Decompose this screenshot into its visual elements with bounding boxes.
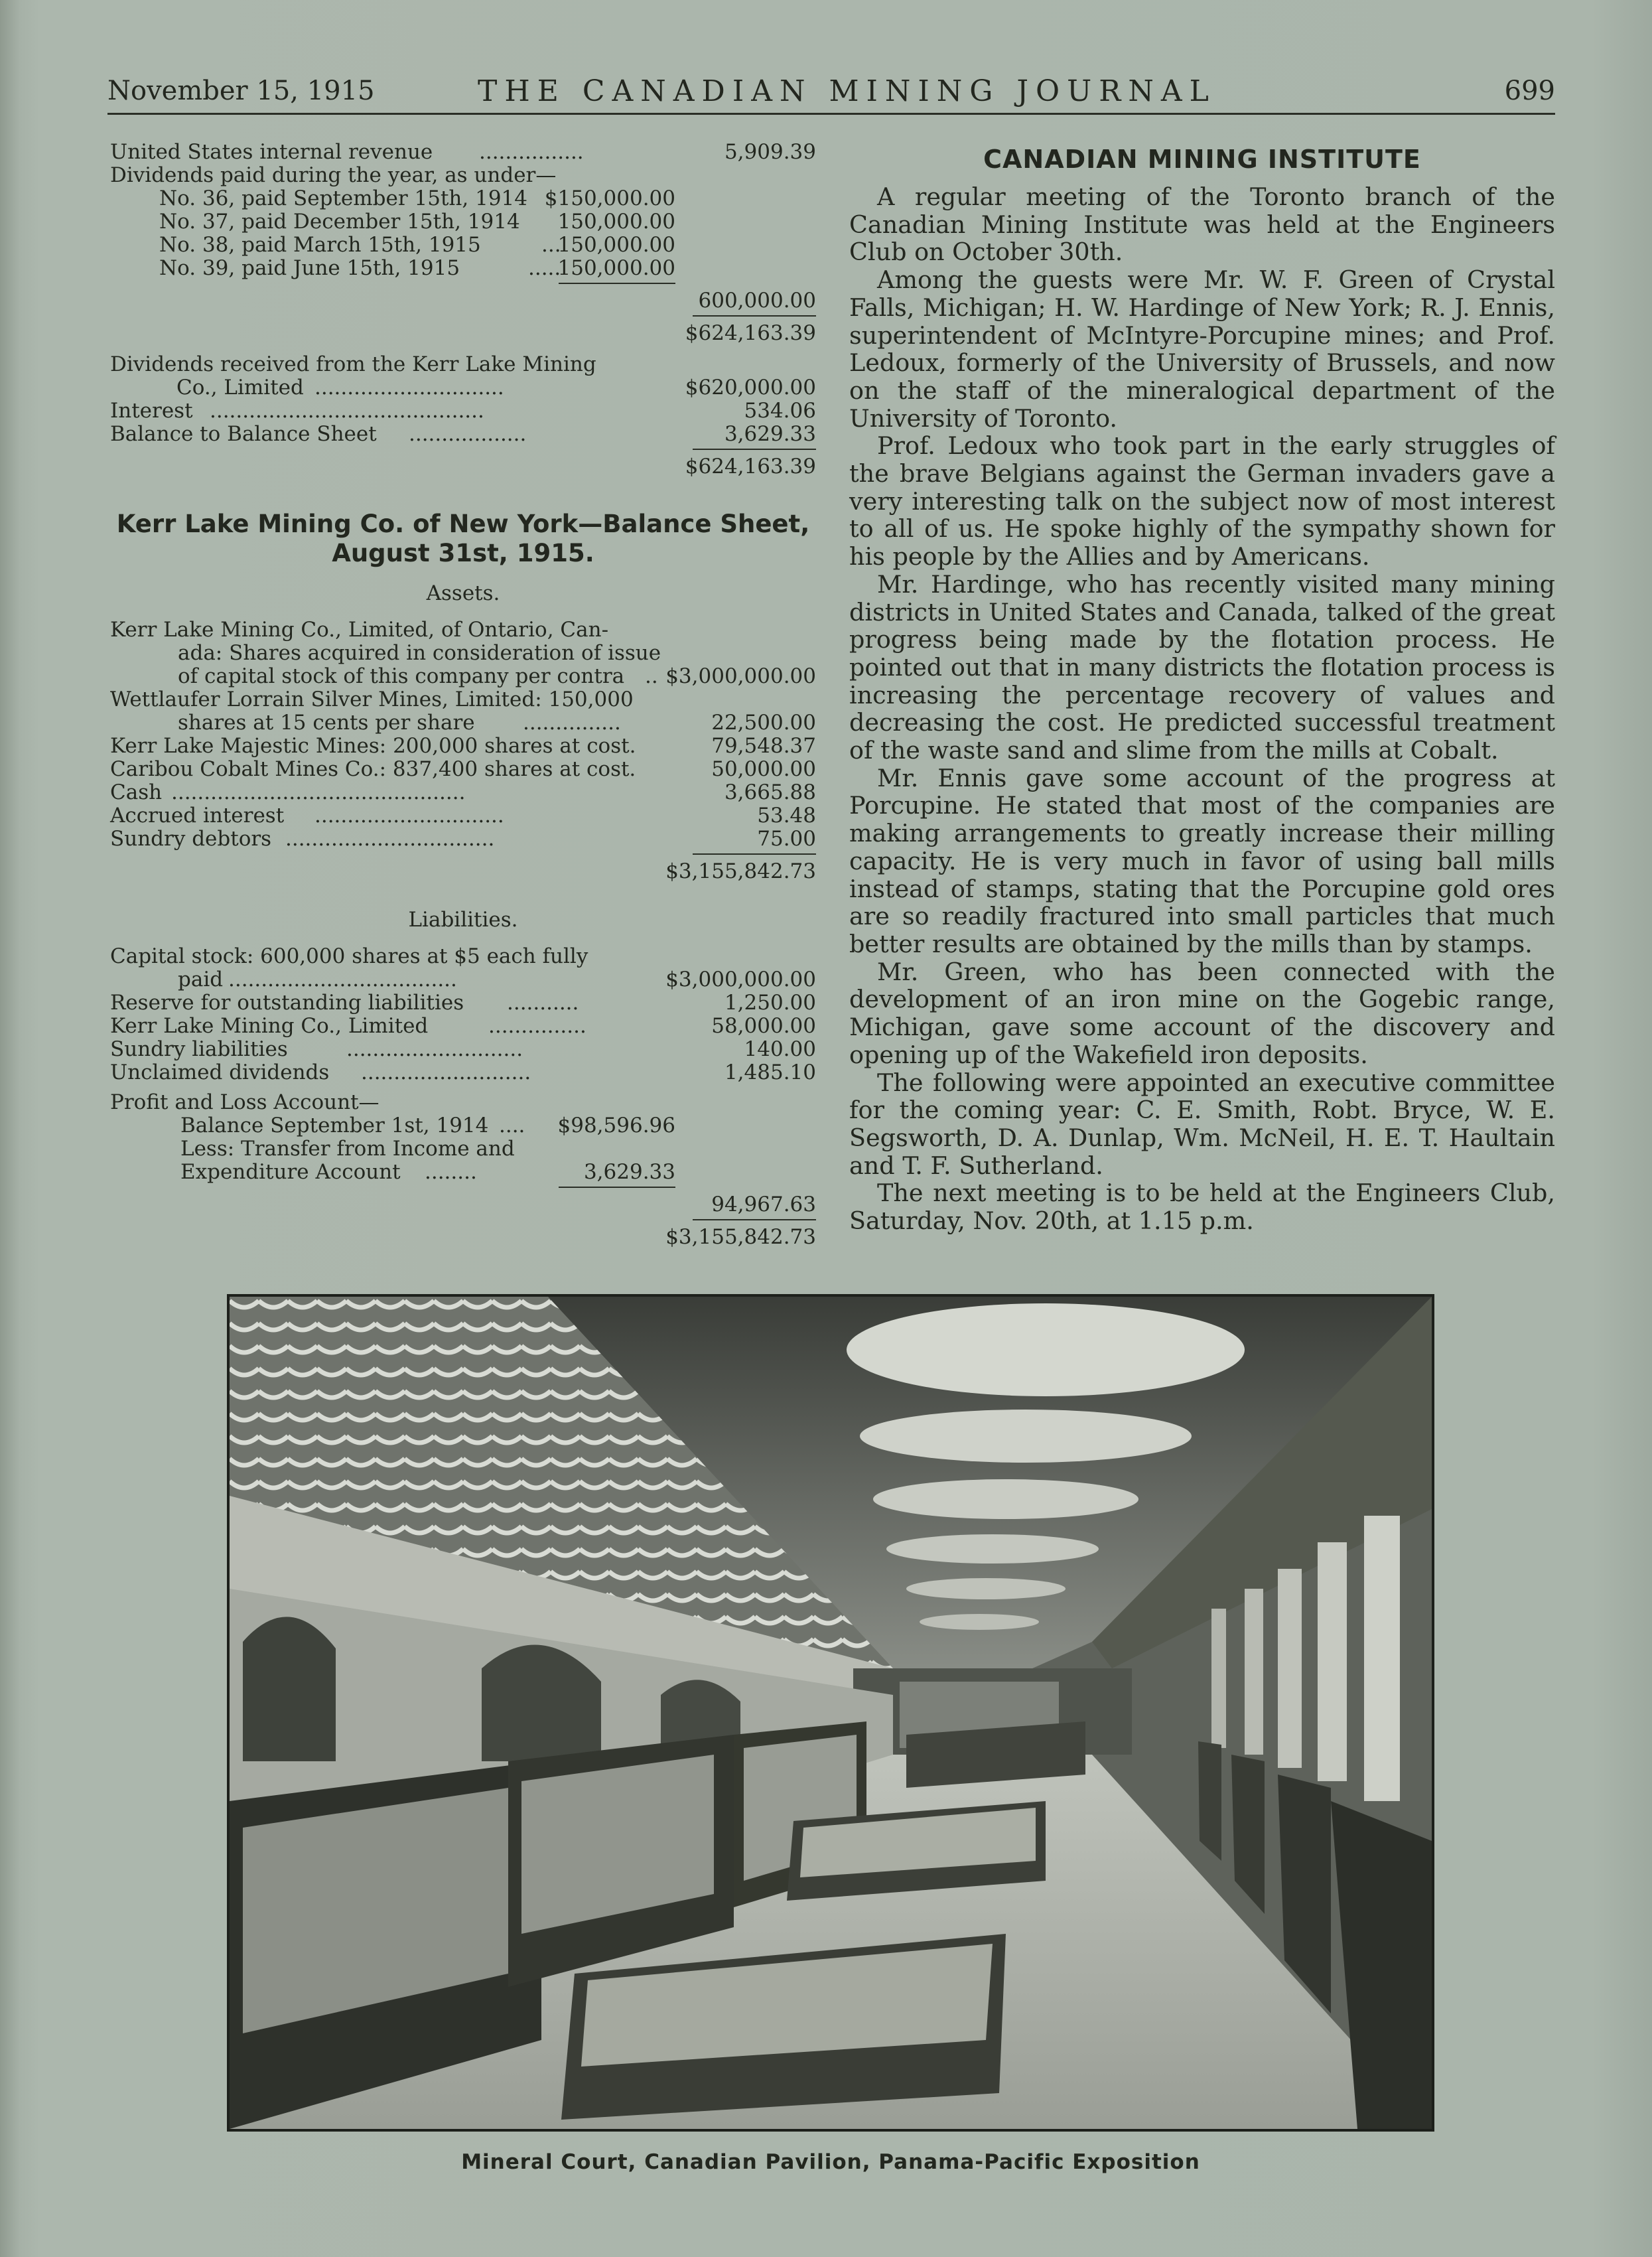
rule-row: [110, 313, 816, 322]
asset-amount: 75.00: [757, 827, 816, 851]
liabilities-table: [110, 945, 816, 1249]
asset-label: ada: Shares acquired in consideration of issue: [178, 641, 661, 665]
dividend-label: No. 37, paid December 15th, 1914: [159, 210, 520, 234]
asset-row: [110, 781, 816, 804]
dividend-amount: 150,000.00: [557, 210, 675, 234]
ledger-label: Balance to Balance Sheet: [110, 422, 377, 446]
asset-label: Caribou Cobalt Mines Co.: 837,400 shares at cost.: [110, 757, 636, 781]
liability-amount: 3,629.33: [583, 1160, 675, 1184]
dividend-amount: $150,000.00: [544, 186, 675, 210]
article: [849, 141, 1555, 1235]
leader-dots: .....: [528, 256, 561, 280]
issue-date: November 15, 1915: [107, 76, 375, 106]
total-rule: [693, 853, 816, 855]
dividend-amount: 150,000.00: [557, 256, 675, 280]
liability-row: [110, 991, 816, 1015]
asset-row: [110, 828, 816, 851]
dividend-label: No. 39, paid June 15th, 1915: [159, 256, 460, 280]
asset-row: [110, 711, 816, 735]
liability-label: Profit and Loss Account—: [110, 1090, 379, 1114]
liability-row: [110, 1038, 816, 1061]
dividend-row: [110, 257, 816, 280]
leader-dots: ..: [645, 664, 658, 688]
liability-label: Balance September 1st, 1914: [180, 1114, 489, 1137]
liability-amount: 1,250.00: [724, 991, 816, 1015]
subtotal-rule: [559, 283, 675, 284]
liability-label: Reserve for outstanding liabilities: [110, 991, 464, 1015]
assets-total: $3,155,842.73: [665, 859, 816, 883]
income-account: [110, 141, 816, 478]
asset-row: [110, 860, 816, 883]
liability-row: [110, 968, 816, 991]
ledger-amount: 600,000.00: [698, 289, 816, 313]
ledger-row: [110, 376, 816, 400]
asset-label: Kerr Lake Majestic Mines: 200,000 shares at cost.: [110, 734, 636, 758]
ledger-row: [110, 164, 816, 187]
total-rule: [693, 315, 816, 317]
liability-row: [110, 1061, 816, 1084]
leader-dots: .............................: [314, 376, 504, 400]
dividend-row: [110, 210, 816, 234]
leader-dots: .............................................: [171, 780, 466, 804]
liability-label: Less: Transfer from Income and: [180, 1137, 515, 1161]
asset-label: Wettlaufer Lorrain Silver Mines, Limited: 150,000: [110, 688, 634, 711]
article-paragraph: Mr. Ennis gave some account of the progress at Porcupine. He stated that most of the companies are making arrangements to greatly increase their milling capacity. He is very much in favor of using ball mills instead of stamps, stating that the Porcupine gold ores are so readily fractured into small particles that much better results are obtained by the mills than by stamps.: [849, 763, 1555, 958]
running-head: [107, 72, 1555, 111]
liability-row: [110, 1015, 816, 1038]
ledger-label: Dividends received from the Kerr Lake Mining: [110, 352, 596, 376]
article-paragraph: Mr. Green, who has been connected with the development of an iron mine on the Gogebic range, Michigan, gave some account of the discovery and opening up of the Wakefield iron deposits.: [849, 957, 1555, 1069]
liability-amount: $3,000,000.00: [665, 968, 816, 991]
asset-label: shares at 15 cents per share: [178, 711, 475, 735]
leader-dots: ................: [479, 140, 584, 164]
article-paragraph: The following were appointed an executive committee for the coming year: C. E. Smith, Robt. Bryce, W. E. Segsworth, D. A. Dunlap, Wm. McNeil, H. E. T. Haultain and T. F. Sutherland.: [849, 1068, 1555, 1180]
liability-amount: 1,485.10: [724, 1060, 816, 1084]
photo-illustration: [230, 1297, 1432, 2129]
article-paragraph: A regular meeting of the Toronto branch of the Canadian Mining Institute was held at the Engineers Club on October 30th.: [849, 182, 1555, 267]
total-rule: [693, 449, 816, 450]
asset-row: [110, 758, 816, 781]
liability-label: Sundry liabilities: [110, 1037, 288, 1061]
ledger-total: $624,163.39: [685, 321, 816, 345]
liability-label: paid: [178, 968, 224, 991]
ledger-total: $624,163.39: [685, 455, 816, 478]
asset-label: Sundry debtors: [110, 827, 272, 851]
liability-row: [110, 1226, 816, 1249]
leader-dots: ...: [541, 233, 561, 257]
liability-row: [110, 1114, 816, 1137]
liability-amount: 140.00: [744, 1037, 816, 1061]
leader-dots: ........: [425, 1160, 477, 1184]
leader-dots: ....: [499, 1114, 525, 1137]
article-paragraph: Prof. Ledoux who took part in the early struggles of the brave Belgians against the German invaders gave a very interesting talk on the subject now of most interest to all of us. He spoke highly of the sympathy shown for his people by the Allies and by Americans.: [849, 431, 1555, 571]
article-title: CANADIAN MINING INSTITUTE: [983, 145, 1421, 174]
asset-amount: 50,000.00: [711, 757, 816, 781]
ledger-amount: 534.06: [744, 399, 816, 423]
ledger-amount: $620,000.00: [685, 376, 816, 400]
ledger-row: [110, 400, 816, 423]
rule-row: [110, 446, 816, 455]
leader-dots: ...............: [488, 1014, 586, 1038]
header-rule: [107, 113, 1555, 115]
asset-amount: 79,548.37: [711, 734, 816, 758]
liability-row: [110, 1091, 816, 1114]
ledger-amount: 5,909.39: [724, 140, 816, 164]
assets-heading: Assets.: [426, 581, 500, 605]
liability-label: Kerr Lake Mining Co., Limited: [110, 1014, 429, 1038]
ledger-row: [110, 141, 816, 164]
rule-row: [110, 1184, 816, 1193]
balance-sheet-title-line: August 31st, 1915.: [332, 539, 594, 567]
leader-dots: ...............: [523, 711, 621, 735]
dividend-label: No. 38, paid March 15th, 1915: [159, 233, 481, 257]
dividend-row: [110, 187, 816, 210]
asset-label: Accrued interest: [110, 804, 285, 828]
liability-row: [110, 1137, 816, 1161]
assets-table: [110, 619, 816, 883]
balance-sheet-title-line: Kerr Lake Mining Co. of New York—Balance Sheet,: [116, 510, 810, 538]
rule-row: [110, 280, 816, 289]
liability-amount: 94,967.63: [711, 1193, 816, 1216]
asset-amount: 22,500.00: [711, 711, 816, 735]
leader-dots: ..........................................: [210, 399, 484, 423]
asset-label: Cash: [110, 780, 163, 804]
liability-label: Expenditure Account: [180, 1160, 401, 1184]
liability-amount: $98,596.96: [557, 1114, 675, 1137]
leader-dots: .............................: [314, 804, 504, 828]
total-rule: [693, 1219, 816, 1220]
ledger-label: Dividends paid during the year, as under—: [110, 163, 557, 187]
liability-amount: 58,000.00: [711, 1014, 816, 1038]
asset-row: [110, 735, 816, 758]
leader-dots: ..................: [409, 422, 527, 446]
article-paragraph: Mr. Hardinge, who has recently visited many mining districts in United States and Canada, talked of the great progress being made by the flotation process. He pointed out that in many districts the flotation process is increasing the percentage recovery of values and decreasing the cost. He predicted successful treatment of the waste sand and slime from the mills at Cobalt.: [849, 569, 1555, 765]
rule-row: [110, 1216, 816, 1226]
page-number: 699: [1504, 76, 1555, 106]
asset-row: [110, 804, 816, 828]
article-paragraph: Among the guests were Mr. W. F. Green of Crystal Falls, Michigan; H. W. Hardinge of New York; R. J. Ennis, superintendent of McIntyre-Porcupine mines; and Prof. Ledoux, formerly of the University of Brussels, and now on the staff of the mineralogical department of the University of Toronto.: [849, 265, 1555, 433]
asset-label: Kerr Lake Mining Co., Limited, of Ontario, Can-: [110, 618, 609, 642]
balance-sheet-title: [110, 510, 816, 568]
asset-row: [110, 665, 816, 688]
leader-dots: ................................: [285, 827, 495, 851]
ledger-row: [110, 423, 816, 446]
asset-row: [110, 619, 816, 642]
subtotal-rule: [559, 1187, 675, 1188]
journal-title: THE CANADIAN MINING JOURNAL: [478, 74, 1216, 108]
asset-row: [110, 688, 816, 711]
leader-dots: ...........................: [346, 1037, 523, 1061]
liability-row: [110, 945, 816, 968]
liability-label: Capital stock: 600,000 shares at $5 each fully: [110, 944, 588, 968]
leader-dots: ...........: [507, 991, 579, 1015]
dividend-label: No. 36, paid September 15th, 1914: [159, 186, 528, 210]
article-paragraph: The next meeting is to be held at the Engineers Club, Saturday, Nov. 20th, at 1.15 p.m.: [849, 1179, 1555, 1236]
ledger-row: [110, 353, 816, 376]
liabilities-total: $3,155,842.73: [665, 1225, 816, 1249]
leader-dots: ..........................: [361, 1060, 531, 1084]
ledger-label: United States internal revenue: [110, 140, 433, 164]
ledger-row: [110, 322, 816, 345]
mineral-court-photo: [227, 1294, 1434, 2132]
liability-row: [110, 1161, 816, 1184]
asset-amount: $3,000,000.00: [665, 664, 816, 688]
asset-amount: 53.48: [757, 804, 816, 828]
asset-row: [110, 642, 816, 665]
asset-label: of capital stock of this company per contra: [178, 664, 625, 688]
ledger-amount: 3,629.33: [724, 422, 816, 446]
asset-amount: 3,665.88: [724, 780, 816, 804]
liability-label: Unclaimed dividends: [110, 1060, 330, 1084]
ledger-row: [110, 455, 816, 478]
dividend-row: [110, 234, 816, 257]
ledger-row: [110, 289, 816, 313]
liabilities-heading: Liabilities.: [408, 908, 518, 932]
photo-caption: Mineral Court, Canadian Pavilion, Panama-Pacific Exposition: [461, 2150, 1200, 2174]
ledger-label: Interest: [110, 399, 193, 423]
leader-dots: ...................................: [228, 968, 457, 991]
dividend-amount: 150,000.00: [557, 233, 675, 257]
rule-row: [110, 851, 816, 860]
liability-row: [110, 1193, 816, 1216]
ledger-label: Co., Limited: [176, 376, 304, 400]
